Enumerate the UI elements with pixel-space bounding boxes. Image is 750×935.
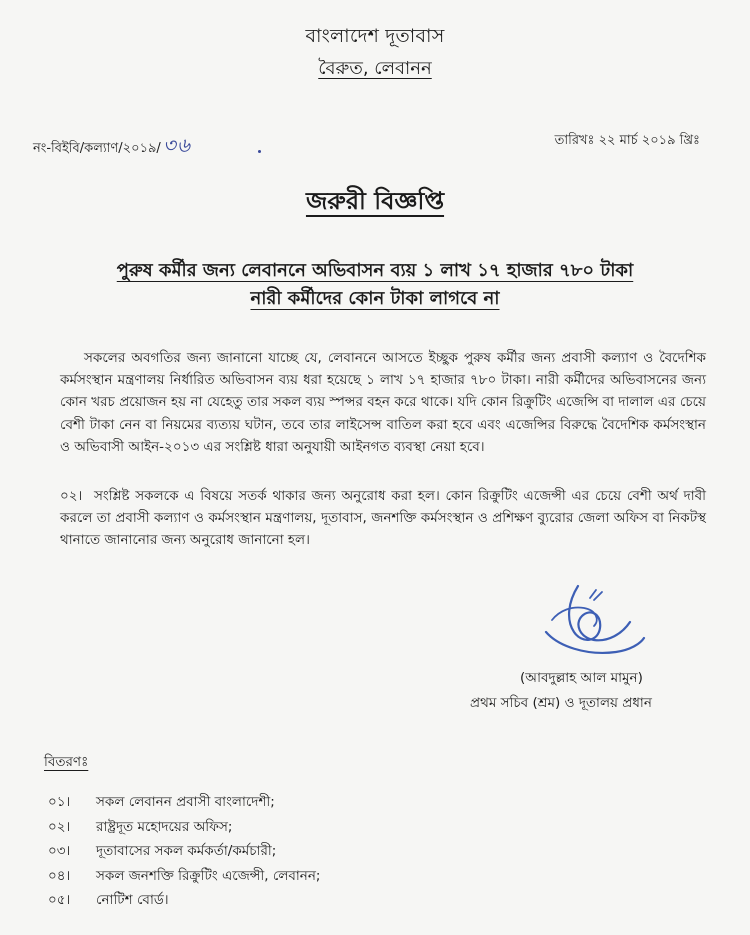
distribution-item-text: রাষ্ট্রদূত মহোদয়ের অফিস; [96,818,233,835]
paragraph-2-wrap [60,485,706,552]
org-location-wrap [0,54,750,85]
notice-title-wrap [0,183,750,223]
notice-title: জরুরী বিজ্ঞপ্তি [305,187,445,215]
org-location: বৈরুত, লেবানন [318,58,432,79]
org-name: বাংলাদেশ দূতাবাস [305,25,445,47]
headline-line-2-wrap [0,284,750,315]
distribution-item [48,815,320,840]
paragraph-1-wrap [60,347,706,458]
distribution-item-number: ০৫। [48,892,71,909]
headline-line-1: পুরুষ কর্মীর জন্য লেবাননে অভিবাসন ব্যয় ১ লাখ ১৭ হাজার ৭৮০ টাকা [116,260,634,281]
issue-date: তারিখঃ ২২ মার্চ ২০১৯ খ্রিঃ [554,133,700,148]
distribution-item [48,790,320,815]
reference-number [33,131,191,164]
signer-name: (আবদুল্লাহ আল মামুন) [520,670,643,686]
distribution-item-number: ০২। [48,818,71,835]
distribution-item-number: ০১। [48,794,71,810]
distribution-item-text: সকল জনশক্তি রিক্রুটিং এজেন্সী, লেবানন; [96,867,321,884]
paragraph-2: সংশ্লিষ্ট সকলকে এ বিষয়ে সতর্ক থাকার জন্য অনুরোধ করা হল। কোন রিক্রুটিং এজেন্সী এর চেয়ে বেশী অর্থ দাবী করলে তা প্রবাসী কল্যাণ ও কর্মসংস্থান মন্ত্রণালয়, দূতাবাস, জনশক্তি কর্মসংস্থান ও প্রশিক্ষণ ব্যুরোর জেলা অফিস বা নিকটস্থ থানাতে জানানোর জন্য অনুরোধ জানানো হল। [60,488,706,549]
signer-title: প্রথম সচিব (শ্রম) ও দূতালয় প্রধান [470,695,652,711]
distribution-item [48,888,320,913]
headline-line-2: নারী কর্মীদের কোন টাকা লাগবে না [250,288,500,309]
distribution-item-text: দূতাবাসের সকল কর্মকর্তা/কর্মচারী; [96,843,277,860]
distribution-list [48,790,320,913]
reference-prefix: নং-বিইবি/কল্যাণ/২০১৯/ [33,141,161,156]
paragraph-1: সকলের অবগতির জন্য জানানো যাচ্ছে যে, লেবাননে আসতে ইচ্ছুক পুরুষ কর্মীর জন্য প্রবাসী কল্যাণ ও বৈদেশিক কর্মসংস্থান মন্ত্রণালয় নির্ধারিত অভিবাসন ব্যয় ধরা হয়েছে ১ লাখ ১৭ হাজার ৭৮০ টাকা। নারী কর্মীদের অভিবাসনের জন্য কোন খরচ প্রয়োজন হয় না যেহেতু তার সকল ব্যয় স্পন্সর বহন করে থাকে। যদি কোন রিক্রুটিং এজেন্সি বা দালাল এর চেয়ে বেশী টাকা নেন বা নিয়মের ব্যত্যয় ঘটান, তবে তার লাইসেন্স বাতিল করা হবে এবং এজেন্সির বিরুদ্ধে বৈদেশিক কর্মসংস্থান ও অভিবাসী আইন-২০১৩ এর সংশ্লিষ্ট ধারা অনুযায়ী আইনগত ব্যবস্থা নেয়া হবে। [60,350,706,455]
reference-handwritten-number: ৩৬ [162,133,191,157]
distribution-item [48,839,320,864]
headline-line-1-wrap [0,256,750,287]
signature-icon [538,580,648,662]
pen-dot [258,150,261,153]
distribution-heading-wrap [44,751,88,774]
distribution-item-number: ০৪। [48,867,71,884]
distribution-heading: বিতরণঃ [44,754,89,770]
paragraph-2-number: ০২। [60,488,83,504]
distribution-item [48,864,320,889]
distribution-item-number: ০৩। [48,843,71,860]
distribution-item-text: সকল লেবানন প্রবাসী বাংলাদেশী; [96,794,275,810]
distribution-item-text: নোটিশ বোর্ড। [96,892,169,909]
